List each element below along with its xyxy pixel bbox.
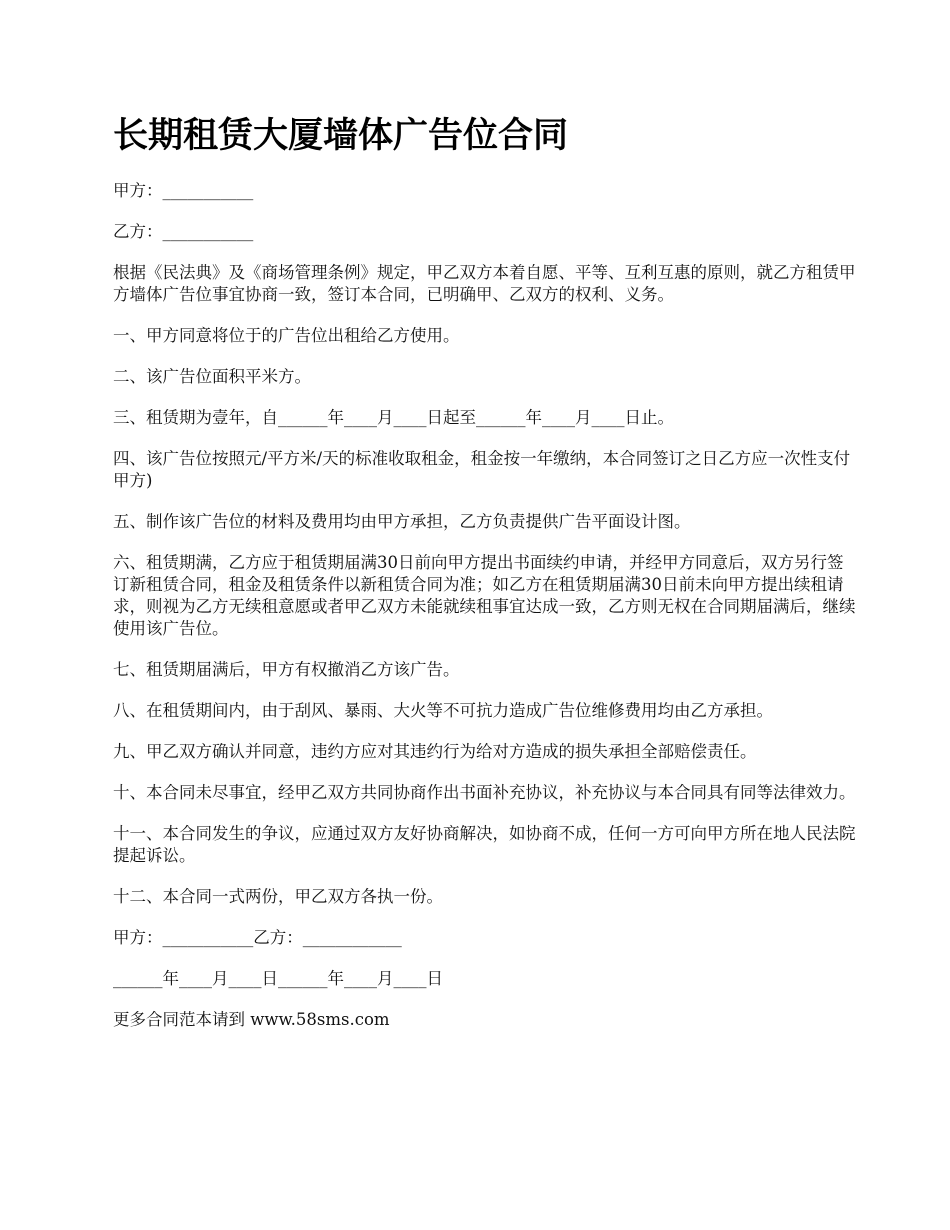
clause-10: 十、本合同未尽事宜，经甲乙双方共同协商作出书面补充协议，补充协议与本合同具有同等法律效力。 — [113, 783, 856, 802]
footer-note: 更多合同范本请到 www.58sms.com — [113, 1010, 390, 1029]
date-line: ______年____月____日______年____月____日 — [113, 969, 443, 988]
party-b-line: 乙方：___________ — [113, 222, 254, 241]
clause-4: 四、该广告位按照元/平方米/天的标准收取租金，租金按一年缴纳，本合同签订之日乙方应一次性支付甲方) — [113, 449, 851, 490]
clause-7: 七、租赁期届满后，甲方有权撤消乙方该广告。 — [113, 660, 460, 679]
clause-1: 一、甲方同意将位于的广告位出租给乙方使用。 — [113, 326, 460, 345]
contract-document — [113, 112, 858, 1050]
clause-2: 二、该广告位面积平米方。 — [113, 367, 311, 386]
intro-paragraph: 根据《民法典》及《商场管理条例》规定，甲乙双方本着自愿、平等、互利互惠的原则，就乙方租赁甲方墙体广告位事宜协商一致，签订本合同，已明确甲、乙双方的权利、义务。 — [113, 263, 856, 304]
signature-line: 甲方：___________乙方：____________ — [113, 928, 402, 947]
document-title: 长期租赁大厦墙体广告位合同 — [113, 115, 569, 156]
clause-5: 五、制作该广告位的材料及费用均由甲方承担，乙方负责提供广告平面设计图。 — [113, 512, 691, 531]
clause-6: 六、租赁期满，乙方应于租赁期届满30日前向甲方提出书面续约申请，并经甲方同意后，双方另行签订新租赁合同，租金及租赁条件以新租赁合同为准；如乙方在租赁期届满30日前未向甲方提出续租请求，则视为乙方无续租意愿或者甲乙双方未能就续租事宜达成一致，乙方则无权在合同期届满后，继续使用该广告位。 — [113, 553, 856, 638]
party-a-line: 甲方：___________ — [113, 181, 254, 200]
clause-8: 八、在租赁期间内，由于刮风、暴雨、大火等不可抗力造成广告位维修费用均由乙方承担。 — [113, 701, 773, 720]
clause-11: 十一、本合同发生的争议，应通过双方友好协商解决，如协商不成，任何一方可向甲方所在地人民法院提起诉讼。 — [113, 824, 856, 865]
clause-12: 十二、本合同一式两份，甲乙双方各执一份。 — [113, 887, 443, 906]
clause-9: 九、甲乙双方确认并同意，违约方应对其违约行为给对方造成的损失承担全部赔偿责任。 — [113, 742, 757, 761]
clause-3: 三、租赁期为壹年，自______年____月____日起至______年____月____日止。 — [113, 408, 674, 427]
